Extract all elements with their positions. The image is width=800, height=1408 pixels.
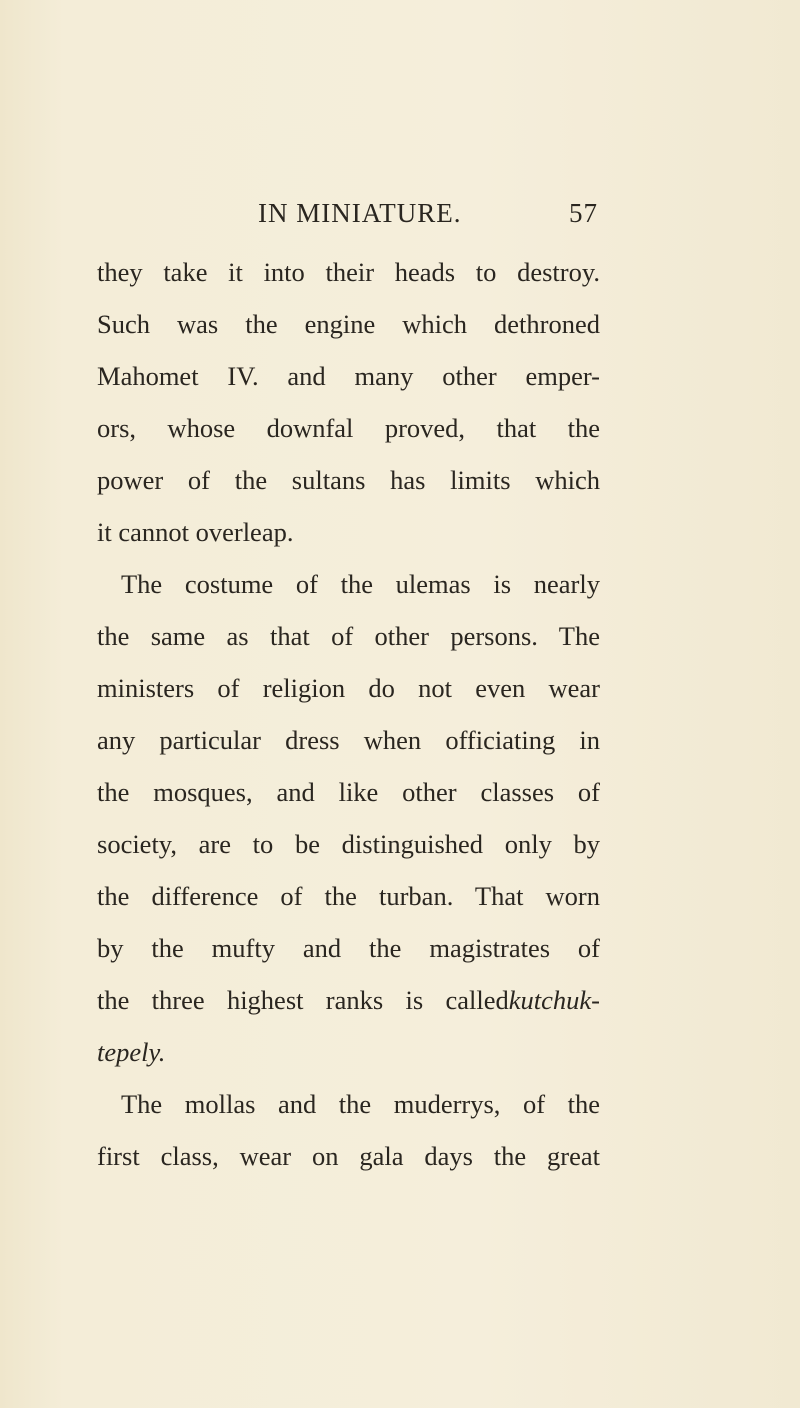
text-line-4: ors, whose downfal proved, that the (97, 413, 600, 443)
page-number: 57 (569, 198, 598, 228)
text-line-18: first class, wear on gala days the great (97, 1141, 600, 1171)
text-line-8: the same as that of other persons. The (97, 621, 600, 651)
running-head (258, 198, 598, 238)
text-line-2: Such was the engine which dethroned (97, 309, 600, 339)
text-line-3: Mahomet IV. and many other emper- (97, 361, 600, 391)
text-line-7: The costume of the ulemas is nearly (121, 569, 600, 599)
text-line-9: ministers of religion do not even wear (97, 673, 600, 703)
running-title: IN MINIATURE. (258, 198, 462, 228)
text-line-10: any particular dress when officiating in (97, 725, 600, 755)
text-line-6: it cannot overleap. (97, 517, 294, 547)
text-line-15 (97, 974, 600, 1026)
body-text (97, 246, 600, 1182)
text-line-1: they take it into their heads to destroy. (97, 257, 600, 287)
text-line-17: The mollas and the muderrys, of the (121, 1089, 600, 1119)
text-line-5: power of the sultans has limits which (97, 465, 600, 495)
text-line-16 (97, 1026, 600, 1078)
text-line-11: the mosques, and like other classes of (97, 777, 600, 807)
italic-term-end: tepely. (97, 1037, 166, 1067)
italic-term: kutchuk- (508, 985, 600, 1015)
text-line-12: society, are to be distinguished only by (97, 829, 600, 859)
text-line-13: the difference of the turban. That worn (97, 881, 600, 911)
text-line-14: by the mufty and the magistrates of (97, 933, 600, 963)
text-line-15-roman: the three highest ranks is called (97, 985, 509, 1015)
